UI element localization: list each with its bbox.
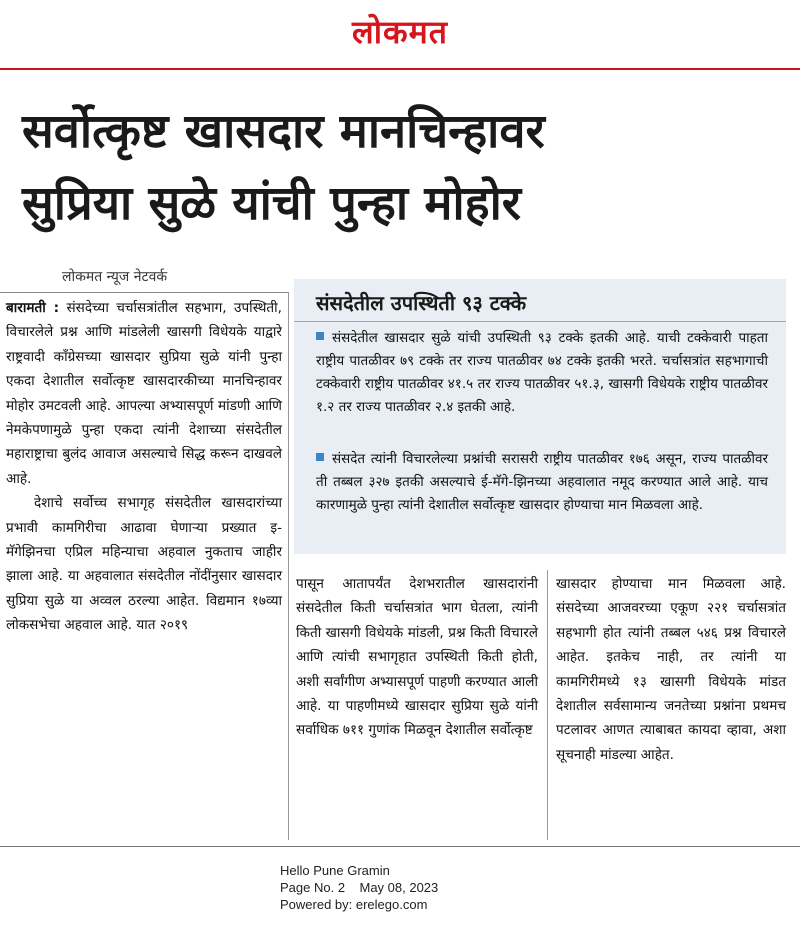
dateline: बारामती : [6,300,60,316]
newspaper-logo: लोकमत [352,13,448,51]
footer-edition: Hello Pune Gramin [280,863,390,878]
article-paragraph-4: खासदार होण्याचा मान मिळवला आहे. संसदेच्या आजवरच्या एकूण २२१ चर्चासत्रांत सहभागी होत त्यांनी तब्बल ५४६ प्रश्न विचारले आहेत. इतकेच नाही, तर त्यांनी या कामगिरीमध्ये १३ खासगी विधेयके मांडत देशातील सर्वसामान्य जनतेच्या प्रश्नांना प्रथमच पटलावर आणत त्याबाबत कायदा व्हावा, अशा सूचनाही मांडल्या आहेत. [556,576,786,763]
column-divider-1 [288,292,289,840]
footer-page-date: Page No. 2 May 08, 2023 [280,880,439,895]
bullet-2-text: संसदेत त्यांनी विचारलेल्या प्रश्नांची सरासरी राष्ट्रीय पातळीवर १७६ असून, राज्य पातळीवर ती तब्बल ३२७ इतकी असल्याचे ई-मॅगे-झिनच्या अहवालात नमूद करण्यात आले आहे. याच कारणामुळे पुन्हा त्यांनी देशातील सर्वोत्कृष्ट खासदार होण्याचा मान मिळवला आहे. [316,451,768,513]
article-paragraph-3: पासून आतापर्यंत देशभरातील खासदारांनी संसदेतील किती चर्चासत्रांत भाग घेतला, त्यांनी किती खासगी विधेयके मांडली, प्रश्न किती विचारले आणि त्यांची सभागृहात उपस्थिती किती होती, अशी सर्वांगीण अभ्यासपूर्ण पाहणी करण्यात आली आहे. या पाहणीमध्ये खासदार सुप्रिया सुळे यांनी सर्वाधिक ७११ गुणांक मिळवून देशातील सर्वोत्कृष्ट [296,576,538,739]
article-column-left [6,296,282,638]
sidebar-bullet-1 [316,327,768,419]
headline-line-1: सर्वोत्कृष्ट खासदार मानचिन्हावर [22,104,545,159]
article-column-right [556,572,786,767]
sidebar-bullet-2 [316,448,768,517]
sidebar-title-divider [294,321,786,322]
article-paragraph-1 [6,296,282,491]
bullet-1-text: संसदेतील खासदार सुळे यांची उपस्थिती ९३ टक्के इतकी आहे. याची टक्केवारी पाहता राष्ट्रीय पातळीवर ७९ टक्के तर राज्य पातळीवर ७४ टक्के इतकी भरते. चर्चासत्रांत सहभागाची टक्केवारी राष्ट्रीय पातळीवर ४१.५ तर राज्य पातळीवर ५१.३, खासगी विधेयके राष्ट्रीय पातळीवर १.२ तर राज्य पातळीवर २.४ इतकी आहे. [316,330,768,415]
column-divider-2 [547,570,548,840]
article-headline [22,96,782,240]
sidebar-title: संसदेतील उपस्थिती ९३ टक्के [316,291,527,315]
footer-divider [0,846,800,847]
square-bullet-icon [316,332,324,340]
sidebar-box [294,279,786,554]
footer-powered-by: Powered by: erelego.com [280,897,428,912]
square-bullet-icon [316,453,324,461]
byline: लोकमत न्यूज नेटवर्क [62,269,168,285]
masthead [0,0,800,70]
page-footer [280,862,520,913]
headline-line-2: सुप्रिया सुळे यांची पुन्हा मोहोर [22,176,522,231]
paragraph-1-text: संसदेच्या चर्चासत्रांतील सहभाग, उपस्थिती, विचारलेले प्रश्न आणि मांडलेली खासगी विधेयके याद्वारे राष्ट्रवादी काँग्रेसच्या खासदार सुप्रिया सुळे यांनी पुन्हा एकदा देशातील सर्वोत्कृष्ट खासदारकीच्या मानचिन्हावर मोहोर उमटवली आहे. आपल्या अभ्यासपूर्ण मांडणी आणि नेमकेपणामुळे पुन्हा एकदा त्यांनी देशाच्या संसदेतील महाराष्ट्राचा बुलंद आवाज असल्याचे सिद्ध करून दाखवले आहे. [6,300,283,487]
article-paragraph-2: देशाचे सर्वोच्च सभागृह संसदेतील खासदारांच्या प्रभावी कामगिरीचा आढावा घेणाऱ्या प्रख्यात इ-मॅगेझिनचा एप्रिल महिन्याचा अहवाल नुकताच जाहीर झाला आहे. या अहवालात संसदेतील नोंदींनुसार खासदार सुप्रिया सुळे या अव्वल ठरल्या आहेत. विद्यमान १७व्या लोकसभेचा अहवाल आहे. यात २०१९ [6,495,282,634]
byline-divider [0,292,288,293]
article-column-middle [296,572,538,743]
